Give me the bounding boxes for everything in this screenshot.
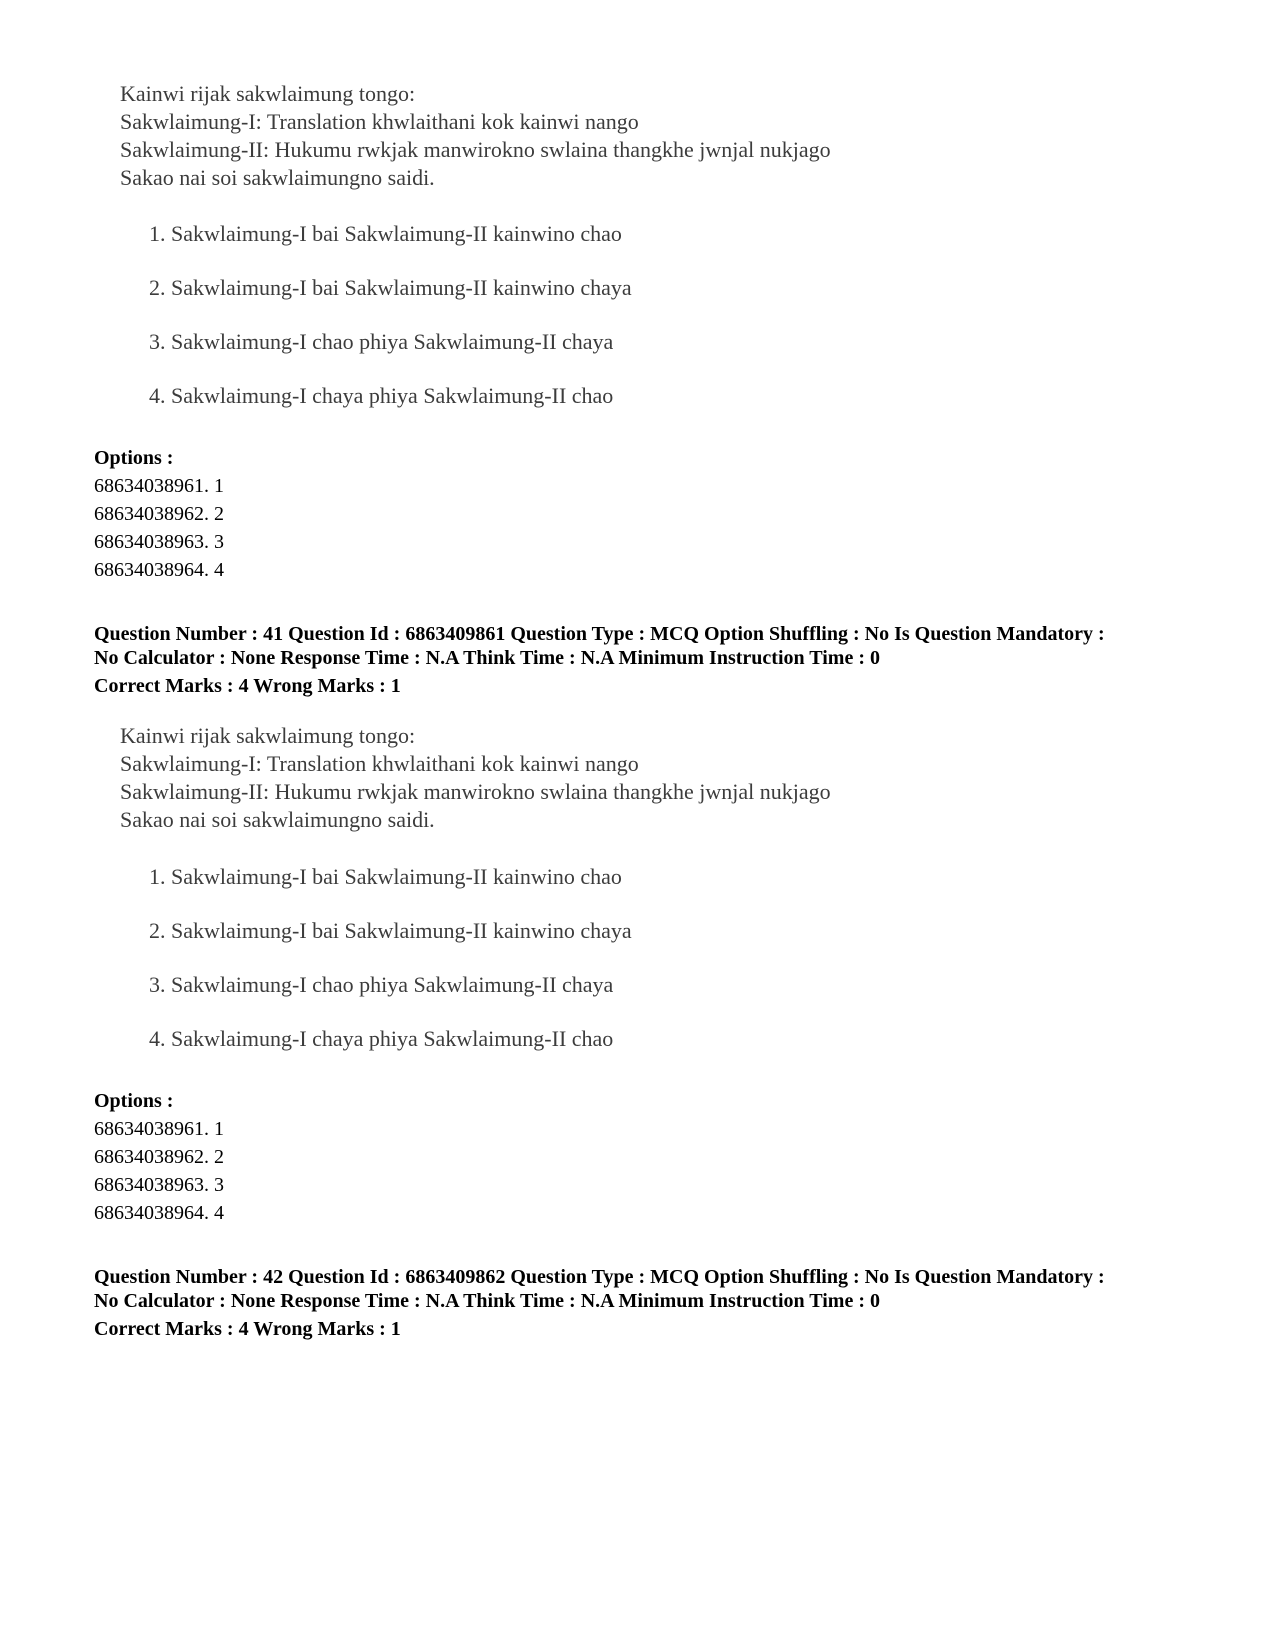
option-3: 68634038963. 3 [94,1174,224,1196]
question-stem-line: Kainwi rijak sakwlaimung tongo: [120,723,416,748]
question-stem-line: Sakwlaimung-II: Hukumu rwkjak manwirokno swlaina thangkhe jwnjal nukjago [120,137,831,162]
option-4: 68634038964. 4 [94,1202,224,1224]
option-3: 68634038963. 3 [94,531,224,553]
question-stem-line: Sakao nai soi sakwlaimungno saidi. [120,807,435,832]
question-stem-line: Sakwlaimung-I: Translation khwlaithani kok kainwi nango [120,109,639,134]
choice-4: 4. Sakwlaimung-I chaya phiya Sakwlaimung-II chao [149,1026,614,1051]
question-meta-line: Question Number : 41 Question Id : 6863409861 Question Type : MCQ Option Shuffling : No Is Question Mandatory : [94,623,1105,645]
question-meta-line: Question Number : 42 Question Id : 6863409862 Question Type : MCQ Option Shuffling : No Is Question Mandatory : [94,1266,1105,1288]
choice-1: 1. Sakwlaimung-I bai Sakwlaimung-II kainwino chao [149,221,622,246]
choice-3: 3. Sakwlaimung-I chao phiya Sakwlaimung-II chaya [149,972,614,997]
question-choices [120,220,940,410]
option-2: 68634038962. 2 [94,1146,224,1168]
question-marks: Correct Marks : 4 Wrong Marks : 1 [94,1318,401,1340]
question-stem-line: Sakwlaimung-I: Translation khwlaithani kok kainwi nango [120,751,639,776]
question-stem-line: Sakao nai soi sakwlaimungno saidi. [120,165,435,190]
question-meta-line: No Calculator : None Response Time : N.A Think Time : N.A Minimum Instruction Time : 0 [94,647,880,669]
option-2: 68634038962. 2 [94,503,224,525]
question-image [120,80,940,192]
choice-3: 3. Sakwlaimung-I chao phiya Sakwlaimung-II chaya [149,329,614,354]
options-label: Options : [94,1090,174,1112]
question-image [120,722,940,834]
question-stem-line: Sakwlaimung-II: Hukumu rwkjak manwirokno swlaina thangkhe jwnjal nukjago [120,779,831,804]
options-label: Options : [94,447,174,469]
question-stem-line: Kainwi rijak sakwlaimung tongo: [120,81,416,106]
question-choices [120,863,940,1053]
option-1: 68634038961. 1 [94,1118,224,1140]
choice-2: 2. Sakwlaimung-I bai Sakwlaimung-II kainwino chaya [149,275,632,300]
question-marks: Correct Marks : 4 Wrong Marks : 1 [94,675,401,697]
choice-1: 1. Sakwlaimung-I bai Sakwlaimung-II kainwino chao [149,864,622,889]
choice-2: 2. Sakwlaimung-I bai Sakwlaimung-II kainwino chaya [149,918,632,943]
option-4: 68634038964. 4 [94,559,224,581]
question-meta-line: No Calculator : None Response Time : N.A Think Time : N.A Minimum Instruction Time : 0 [94,1290,880,1312]
choice-4: 4. Sakwlaimung-I chaya phiya Sakwlaimung-II chao [149,383,614,408]
option-1: 68634038961. 1 [94,475,224,497]
